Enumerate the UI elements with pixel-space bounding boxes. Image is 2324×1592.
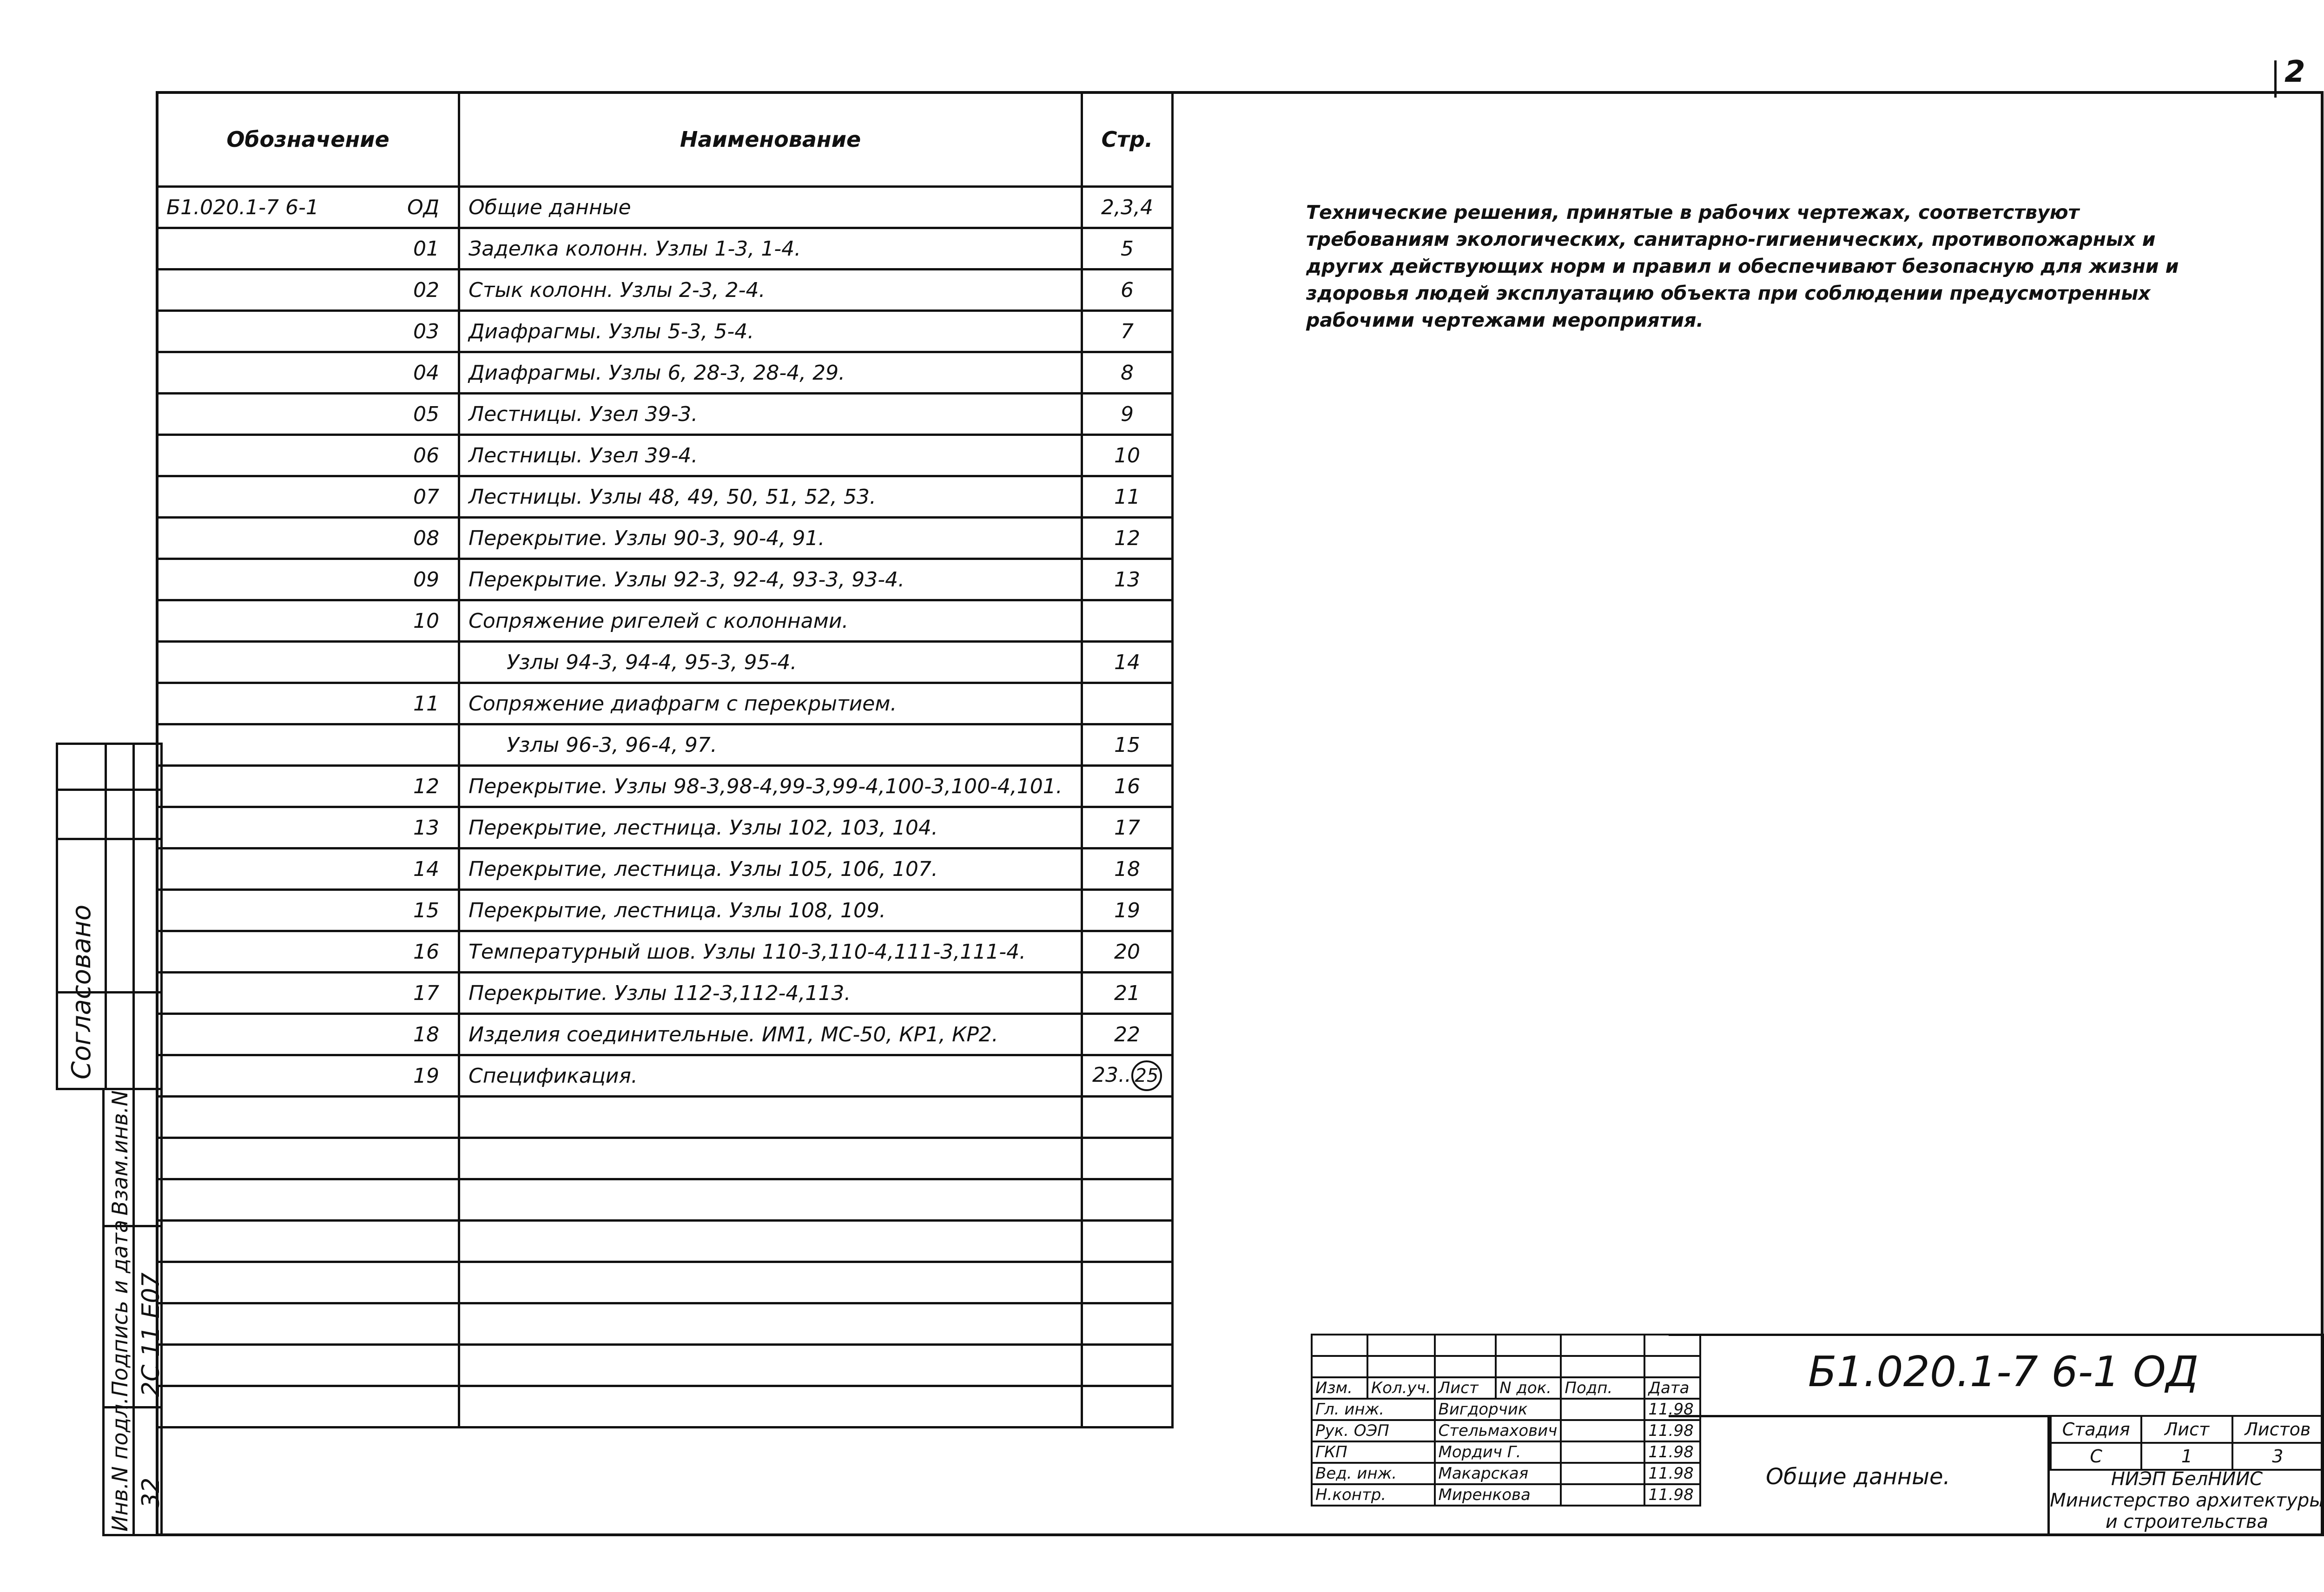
- page-cell: [1082, 435, 1173, 476]
- sheet-header: Лист: [2141, 1416, 2232, 1443]
- table-row: [157, 766, 1173, 807]
- sheet-name-cell: Перекрытие. Узлы 98-3,98-4,99-3,99-4,100-3,100-4,101.: [459, 766, 1082, 807]
- sheet-name-cell: Перекрытие. Узлы 112-3,112-4,113.: [459, 973, 1082, 1014]
- sheet-name-cell: [459, 1303, 1082, 1345]
- page-cell: [1082, 849, 1173, 890]
- strip-divider: [58, 789, 160, 791]
- designation-header: Обозначение: [157, 92, 459, 187]
- signature-row: [1312, 1399, 1700, 1420]
- signature-cell: [1561, 1420, 1644, 1441]
- table-row: [157, 228, 1173, 270]
- designation-cell: [157, 1221, 459, 1262]
- designation-cell: [157, 766, 459, 807]
- title-block: [1311, 1334, 2324, 1536]
- blank-cell: [1435, 1335, 1496, 1356]
- designation-cell: [157, 683, 459, 724]
- page-cell: [1082, 1262, 1173, 1303]
- organization: [2050, 1468, 2324, 1533]
- page-number: 17: [1114, 816, 1140, 840]
- sheet-name-cell: Лестницы. Узел 39-3.: [459, 394, 1082, 435]
- table-row: [157, 1221, 1173, 1262]
- signature-cell: [1561, 1463, 1644, 1484]
- designation-cell: [157, 1014, 459, 1055]
- page-cell: [1082, 559, 1173, 600]
- sheets-value: 3: [2232, 1443, 2323, 1470]
- sheet-code: 03: [413, 319, 439, 343]
- sheet-code: 10: [413, 609, 439, 633]
- orig-inv-value: 32: [137, 1477, 165, 1508]
- sheet-name-cell: Спецификация.: [459, 1055, 1082, 1097]
- signature-cell: [1561, 1484, 1644, 1506]
- sheet-name-cell: Изделия соединительные. ИМ1, МС-50, КР1, КР2.: [459, 1014, 1082, 1055]
- sheet-code: 19: [413, 1064, 439, 1088]
- sheet-name-cell: Перекрытие. Узлы 92-3, 92-4, 93-3, 93-4.: [459, 559, 1082, 600]
- table-row: [157, 807, 1173, 849]
- table-row: [157, 849, 1173, 890]
- blank-cell: [1312, 1356, 1367, 1377]
- sheet-name-cell: Лестницы. Узел 39-4.: [459, 435, 1082, 476]
- page-cell: [1082, 1345, 1173, 1386]
- strip-divider: [105, 745, 107, 1088]
- designation-cell: [157, 642, 459, 683]
- page-cell: [1082, 311, 1173, 352]
- document-title: Общие данные.: [1669, 1415, 2050, 1536]
- sheet-code: 04: [413, 361, 439, 385]
- sheets-header: Листов: [2232, 1416, 2323, 1443]
- signature-column-header: Кол.уч.: [1367, 1377, 1435, 1399]
- stage-value: С: [2051, 1443, 2141, 1470]
- sheet-number: 2: [2284, 55, 2305, 89]
- designation-cell: [157, 849, 459, 890]
- sheet-name-cell: [459, 1262, 1082, 1303]
- page-cell: [1082, 683, 1173, 724]
- designation-cell: [157, 807, 459, 849]
- page-cell: [1082, 766, 1173, 807]
- designation-cell: [157, 187, 459, 228]
- stage-header: Стадия: [2051, 1416, 2141, 1443]
- page-number: 14: [1114, 650, 1140, 674]
- page-number: 20: [1114, 940, 1140, 964]
- table-row: [157, 435, 1173, 476]
- signature-date: 11.98: [1644, 1420, 1700, 1441]
- table-row: [157, 1055, 1173, 1097]
- sheet-code: 09: [413, 567, 439, 592]
- page-number: 5: [1121, 237, 1134, 261]
- table-row: [157, 683, 1173, 724]
- page-cell: [1082, 600, 1173, 642]
- signature-row: [1312, 1377, 1700, 1399]
- designation-cell: [157, 1179, 459, 1221]
- page-cell: [1082, 476, 1173, 518]
- signatory-role: Вед. инж.: [1312, 1463, 1435, 1484]
- sheet-code: ОД: [407, 195, 439, 219]
- page-number: 11: [1114, 485, 1140, 509]
- page-cell: [1082, 973, 1173, 1014]
- sheet-code: 13: [413, 816, 439, 840]
- sheet-name-cell: Общие данные: [459, 187, 1082, 228]
- designation-cell: [157, 1262, 459, 1303]
- signature-row: [1312, 1335, 1700, 1356]
- designation-cell: [157, 435, 459, 476]
- signature-date: 11.98: [1644, 1399, 1700, 1420]
- table-row: [157, 559, 1173, 600]
- signatory-role: Гл. инж.: [1312, 1399, 1435, 1420]
- page-number: 8: [1121, 361, 1134, 385]
- approval-strip: [56, 743, 163, 1090]
- designation-cell: [157, 1303, 459, 1345]
- page-cell: [1082, 1386, 1173, 1428]
- sheet-code: 06: [413, 443, 439, 467]
- page-cell: [1082, 270, 1173, 311]
- page-number: 21: [1114, 981, 1140, 1005]
- table-row: [157, 931, 1173, 973]
- designation-cell: [157, 394, 459, 435]
- signature-column-header: Подп.: [1561, 1377, 1644, 1399]
- sheet-name-cell: Перекрытие. Узлы 90-3, 90-4, 91.: [459, 518, 1082, 559]
- page-number: 22: [1114, 1022, 1140, 1046]
- page-cell: [1082, 1303, 1173, 1345]
- org-line: и строительства: [2105, 1511, 2269, 1533]
- page-cell: [1082, 187, 1173, 228]
- blank-cell: [1367, 1335, 1435, 1356]
- signature-row: [1312, 1441, 1700, 1463]
- designation-cell: [157, 890, 459, 931]
- org-line: НИЭП БелНИИС: [2111, 1468, 2263, 1490]
- sheet-code: 15: [413, 898, 439, 922]
- page-number: 13: [1114, 567, 1140, 592]
- sheet-code: 02: [413, 278, 439, 302]
- page-cell: [1082, 228, 1173, 270]
- page-cell: [1082, 352, 1173, 394]
- page-cell: [1082, 394, 1173, 435]
- sheet-code: 01: [413, 237, 439, 261]
- signature-row: [1312, 1484, 1700, 1506]
- circled-page-number: 25: [1131, 1060, 1162, 1091]
- blank-cell: [1561, 1335, 1644, 1356]
- page-header: Стр.: [1082, 92, 1173, 187]
- page-number: 10: [1114, 443, 1140, 467]
- signature-cell: [1561, 1441, 1644, 1463]
- sheet-code: 12: [413, 774, 439, 798]
- blank-cell: [1496, 1335, 1561, 1356]
- designation-cell: [157, 1055, 459, 1097]
- inventory-strip: [102, 1090, 163, 1536]
- sheet-name-cell: Перекрытие, лестница. Узлы 102, 103, 104.: [459, 807, 1082, 849]
- signatory-role: Рук. ОЭП: [1312, 1420, 1435, 1441]
- page-cell: [1082, 1138, 1173, 1179]
- signature-date: 11.98: [1644, 1441, 1700, 1463]
- signature-date-value: 2С 11 Е07: [137, 1272, 165, 1397]
- table-row: [157, 1014, 1173, 1055]
- table-row: [157, 187, 1173, 228]
- page-number: 2,3,4: [1101, 195, 1153, 219]
- signatory-name: Миренкова: [1435, 1484, 1561, 1506]
- table-row: [157, 600, 1173, 642]
- sheet-name-cell: Температурный шов. Узлы 110-3,110-4,111-3,111-4.: [459, 931, 1082, 973]
- sheet-value: 1: [2141, 1443, 2232, 1470]
- sheet-code: 16: [413, 940, 439, 964]
- signatory-role: ГКП: [1312, 1441, 1435, 1463]
- sheet-name-cell: Лестницы. Узлы 48, 49, 50, 51, 52, 53.: [459, 476, 1082, 518]
- page-cell: [1082, 1221, 1173, 1262]
- designation-cell: [157, 600, 459, 642]
- page-number: 18: [1114, 857, 1140, 881]
- table-row: [157, 1262, 1173, 1303]
- table-row: [157, 1179, 1173, 1221]
- page-number: 12: [1114, 526, 1140, 550]
- sheet-name-cell: Заделка колонн. Узлы 1-3, 1-4.: [459, 228, 1082, 270]
- page-cell: [1082, 931, 1173, 973]
- signatory-name: Макарская: [1435, 1463, 1561, 1484]
- signature-column-header: N док.: [1496, 1377, 1561, 1399]
- stage-value-row: [2051, 1443, 2323, 1470]
- sheet-name-cell: Перекрытие, лестница. Узлы 105, 106, 107.: [459, 849, 1082, 890]
- signatory-role: Н.контр.: [1312, 1484, 1435, 1506]
- sheet-code: 17: [413, 981, 439, 1005]
- designation-cell: [157, 476, 459, 518]
- table-row: [157, 394, 1173, 435]
- designation-cell: [157, 518, 459, 559]
- blank-cell: [1367, 1356, 1435, 1377]
- replace-inv-label: Взам.инв.N: [107, 1090, 132, 1216]
- signature-column-header: Лист: [1435, 1377, 1496, 1399]
- sheet-name-cell: Диафрагмы. Узлы 6, 28-3, 28-4, 29.: [459, 352, 1082, 394]
- page-cell: [1082, 1055, 1173, 1097]
- designation-text: Б1.020.1-7 6-1: [166, 195, 319, 219]
- sheet-list-table: [156, 91, 1174, 1428]
- table-row: [157, 1303, 1173, 1345]
- table-row: [157, 890, 1173, 931]
- sheet-name-cell: [459, 1345, 1082, 1386]
- designation-cell: [157, 1138, 459, 1179]
- designation-cell: [157, 228, 459, 270]
- signature-date-label: Подпись и дата: [107, 1219, 132, 1397]
- page-number: 6: [1121, 278, 1134, 302]
- signatory-name: Мордич Г.: [1435, 1441, 1561, 1463]
- table-row: [157, 352, 1173, 394]
- page-cell: [1082, 890, 1173, 931]
- sheet-name-cell: Узлы 94-3, 94-4, 95-3, 95-4.: [459, 642, 1082, 683]
- page-number: 9: [1121, 402, 1134, 426]
- page-number: 23..: [1092, 1063, 1131, 1087]
- page-number: 7: [1121, 319, 1134, 343]
- orig-inv-label: Инв.N подл.: [107, 1397, 132, 1532]
- document-code: Б1.020.1-7 6-1 ОД: [1808, 1348, 2199, 1396]
- signature-column-header: Дата: [1644, 1377, 1700, 1399]
- stage-table: [2050, 1415, 2324, 1471]
- sheet-code: 11: [413, 691, 439, 716]
- org-line: Министерство архитектуры: [2050, 1490, 2324, 1511]
- page-cell: [1082, 1014, 1173, 1055]
- table-row: [157, 270, 1173, 311]
- blank-cell: [1312, 1335, 1367, 1356]
- page-number: 16: [1114, 774, 1140, 798]
- agreed-label: Согласовано: [66, 904, 97, 1079]
- sheet-name-cell: Перекрытие, лестница. Узлы 108, 109.: [459, 890, 1082, 931]
- signature-table: [1311, 1334, 1701, 1506]
- table-row: [157, 642, 1173, 683]
- stage-header-row: [2051, 1416, 2323, 1443]
- designation-cell: [157, 1386, 459, 1428]
- table-header-row: [157, 92, 1173, 187]
- signature-cell: [1561, 1399, 1644, 1420]
- sheet-name-cell: Диафрагмы. Узлы 5-3, 5-4.: [459, 311, 1082, 352]
- table-row: [157, 1345, 1173, 1386]
- blank-cell: [1561, 1356, 1644, 1377]
- designation-cell: [157, 352, 459, 394]
- sheet-name-cell: [459, 1138, 1082, 1179]
- table-row: [157, 476, 1173, 518]
- page-cell: [1082, 1179, 1173, 1221]
- designation-cell: [157, 973, 459, 1014]
- page-cell: [1082, 642, 1173, 683]
- signature-row: [1312, 1356, 1700, 1377]
- sheet-code: 05: [413, 402, 439, 426]
- signature-row: [1312, 1463, 1700, 1484]
- strip-divider: [132, 1090, 135, 1536]
- blank-cell: [1435, 1356, 1496, 1377]
- signatory-name: Вигдорчик: [1435, 1399, 1561, 1420]
- designation-cell: [157, 931, 459, 973]
- signature-date: 11.98: [1644, 1484, 1700, 1506]
- sheet-name-cell: Сопряжение диафрагм с перекрытием.: [459, 683, 1082, 724]
- sheet-code: 08: [413, 526, 439, 550]
- sheet-name-cell: Узлы 96-3, 96-4, 97.: [459, 724, 1082, 766]
- signature-column-header: Изм.: [1312, 1377, 1367, 1399]
- sheet-name-cell: [459, 1179, 1082, 1221]
- sheet-code: 07: [413, 485, 439, 509]
- page-number: 15: [1114, 733, 1140, 757]
- sheet-name-cell: Стык колонн. Узлы 2-3, 2-4.: [459, 270, 1082, 311]
- table-row: [157, 724, 1173, 766]
- table-row: [157, 1138, 1173, 1179]
- designation-cell: [157, 1345, 459, 1386]
- blank-cell: [1496, 1356, 1561, 1377]
- table-row: [157, 1386, 1173, 1428]
- table-row: [157, 1097, 1173, 1138]
- strip-divider: [132, 745, 135, 1088]
- technical-note: Технические решения, принятые в рабочих чертежах, соответствуют требованиям экологических, санитарно-гигиенических, противопожарных и других действующих норм и правил и обеспечивают безопасную для жизни и здоровья людей эксплуатацию объекта при соблюдении предусмотренных рабочими чертежами мероприятия.: [1306, 201, 2179, 331]
- sheet-name-cell: [459, 1097, 1082, 1138]
- table-row: [157, 518, 1173, 559]
- designation-cell: [157, 724, 459, 766]
- page-cell: [1082, 724, 1173, 766]
- sheet-code: 18: [413, 1022, 439, 1046]
- table-row: [157, 973, 1173, 1014]
- page-cell: [1082, 1097, 1173, 1138]
- sheet-name-cell: Сопряжение ригелей с колоннами.: [459, 600, 1082, 642]
- name-header: Наименование: [459, 92, 1082, 187]
- page-number: 19: [1114, 898, 1140, 922]
- sheet-code: 14: [413, 857, 439, 881]
- sheet-name-cell: [459, 1386, 1082, 1428]
- designation-cell: [157, 1097, 459, 1138]
- page-cell: [1082, 807, 1173, 849]
- sheet-name-cell: [459, 1221, 1082, 1262]
- designation-cell: [157, 559, 459, 600]
- table-row: [157, 311, 1173, 352]
- page-cell: [1082, 518, 1173, 559]
- signature-date: 11.98: [1644, 1463, 1700, 1484]
- signature-row: [1312, 1420, 1700, 1441]
- signatory-name: Стельмахович: [1435, 1420, 1561, 1441]
- designation-cell: [157, 270, 459, 311]
- designation-cell: [157, 311, 459, 352]
